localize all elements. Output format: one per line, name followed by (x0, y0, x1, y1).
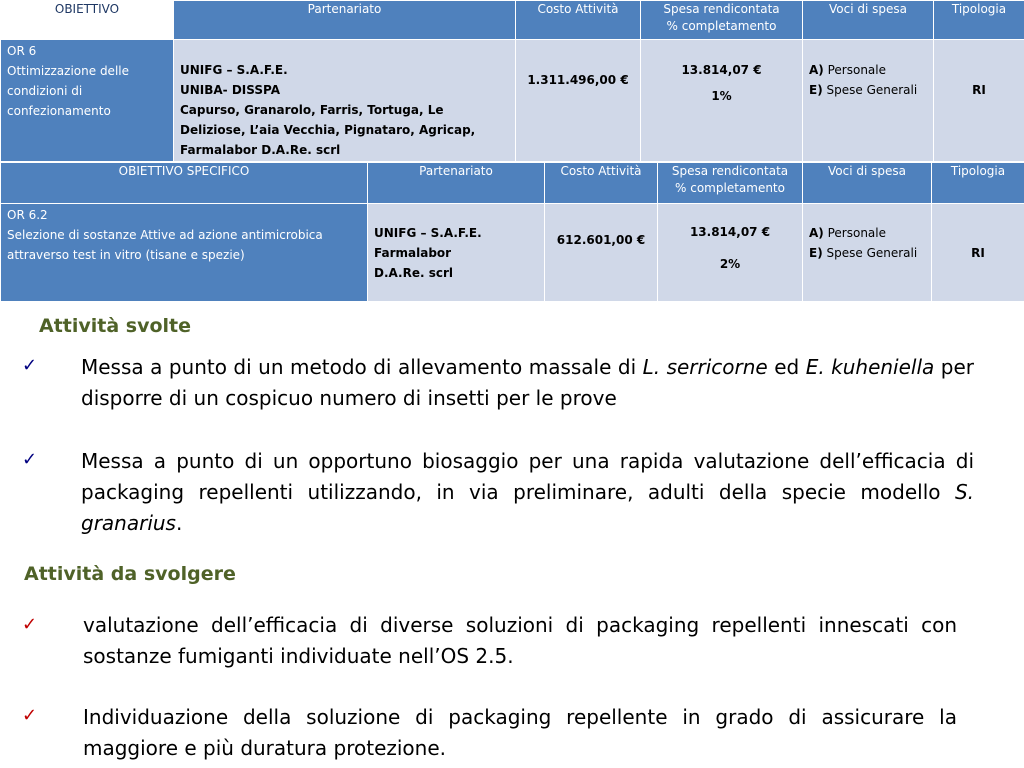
todo-bullet-2: Individuazione della soluzione di packaging repellente in grado di assicurare la maggiore e più duratura protezione. (83, 705, 957, 760)
partner-line: UNIBA- DISSPA (180, 83, 280, 97)
expense-item-e (809, 243, 925, 263)
partner-line: UNIFG – S.A.F.E. (374, 226, 482, 240)
header-cost: Costo Attività (516, 1, 641, 40)
bullet-text: Messa a punto di un metodo di allevamento massale di (81, 355, 643, 379)
specific-objective-cell (1, 204, 368, 302)
spent-cell (641, 40, 803, 162)
species-name: L. serricorne (642, 355, 768, 379)
spent-value: 13.814,07 € (689, 225, 771, 239)
objective-cell (1, 40, 174, 162)
header-expense-items: Voci di spesa (803, 1, 934, 40)
header-cost: Costo Attività (545, 163, 658, 204)
todo-bullet-1: valutazione dell’efficacia di diverse soluzioni di packaging repellenti innescati con sostanze fumiganti individuate nell’OS 2.5. (83, 613, 957, 668)
bullet-text: . (175, 511, 183, 535)
header-type: Tipologia (934, 1, 1024, 40)
cost-cell: 1.311.496,00 € (516, 40, 641, 162)
cost-cell: 612.601,00 € (545, 204, 658, 302)
expense-code: E) (809, 83, 823, 97)
header-type: Tipologia (932, 163, 1024, 204)
expense-code: A) (809, 226, 824, 240)
objective-table-header (1, 1, 1024, 40)
header-spent-line: Spesa rendicontata (663, 2, 780, 16)
header-specific-objective: OBIETTIVO SPECIFICO (1, 163, 368, 204)
partner-line: Farmalabor (374, 246, 452, 260)
bullet-text: ed (767, 355, 806, 379)
expense-code: A) (809, 63, 824, 77)
objective-row (1, 40, 1024, 162)
activities-done-heading: Attività svolte (39, 315, 192, 337)
check-icon: ✓ (22, 614, 38, 635)
expense-item-a (809, 60, 927, 80)
expense-label: Personale (827, 63, 887, 77)
header-expense-items: Voci di spesa (803, 163, 932, 204)
check-icon: ✓ (22, 449, 38, 470)
header-objective: OBIETTIVO (1, 1, 174, 40)
species-name: E. kuheniella (805, 355, 935, 379)
completion-value: 2% (719, 257, 741, 271)
expense-item-a (809, 223, 925, 243)
specific-objective-table (0, 162, 1024, 302)
spent-value: 13.814,07 € (681, 63, 762, 77)
completion-value: 1% (711, 89, 732, 103)
done-bullet-2 (81, 446, 974, 539)
expense-item-e (809, 80, 927, 100)
activities-todo-heading: Attività da svolgere (24, 563, 236, 585)
spent-cell (658, 204, 803, 302)
expense-items-cell (803, 40, 934, 162)
expense-code: E) (809, 246, 823, 260)
expense-items-cell (803, 204, 932, 302)
objective-table (0, 0, 1024, 162)
partners-cell (368, 204, 545, 302)
specific-table-header (1, 163, 1024, 204)
type-cell: RI (932, 204, 1024, 302)
type-cell: RI (934, 40, 1024, 162)
done-bullet-1 (81, 352, 974, 414)
header-spent (658, 163, 803, 204)
header-spent-line: Spesa rendicontata (671, 164, 789, 178)
partner-line: UNIFG – S.A.F.E. (180, 63, 288, 77)
partners-cell (174, 40, 516, 162)
specific-objective-code: OR 6.2 (7, 208, 48, 222)
bullet-text: per disporre di un cospicuo numero di insetti per le prove (81, 355, 974, 410)
species-name: S. granarius (81, 480, 974, 535)
partner-line: D.A.Re. scrl (374, 266, 453, 280)
header-partnership: Partenariato (174, 1, 516, 40)
expense-label: Spese Generali (826, 83, 918, 97)
check-icon: ✓ (22, 355, 38, 376)
objective-text: Ottimizzazione delle condizioni di confezionamento (7, 64, 129, 118)
header-spent (641, 1, 803, 40)
objective-code: OR 6 (7, 44, 37, 58)
specific-objective-row (1, 204, 1024, 302)
specific-objective-text: Selezione di sostanze Attive ad azione antimicrobica attraverso test in vitro (tisane e spezie) (7, 228, 323, 262)
partner-line: Capurso, Granarolo, Farris, Tortuga, Le Deliziose, L’aia Vecchia, Pignataro, Agricap, Farmalabor D.A.Re. scrl (180, 103, 476, 157)
expense-label: Spese Generali (826, 246, 918, 260)
check-icon: ✓ (22, 705, 38, 726)
header-completion-line: % completamento (675, 181, 785, 195)
header-partnership: Partenariato (368, 163, 545, 204)
expense-label: Personale (827, 226, 887, 240)
header-completion-line: % completamento (666, 19, 777, 33)
bullet-text: Messa a punto di un opportuno biosaggio per una rapida valutazione dell’efficacia di packaging repellenti utilizzando, in via preliminare, adulti della specie modello (81, 449, 974, 504)
